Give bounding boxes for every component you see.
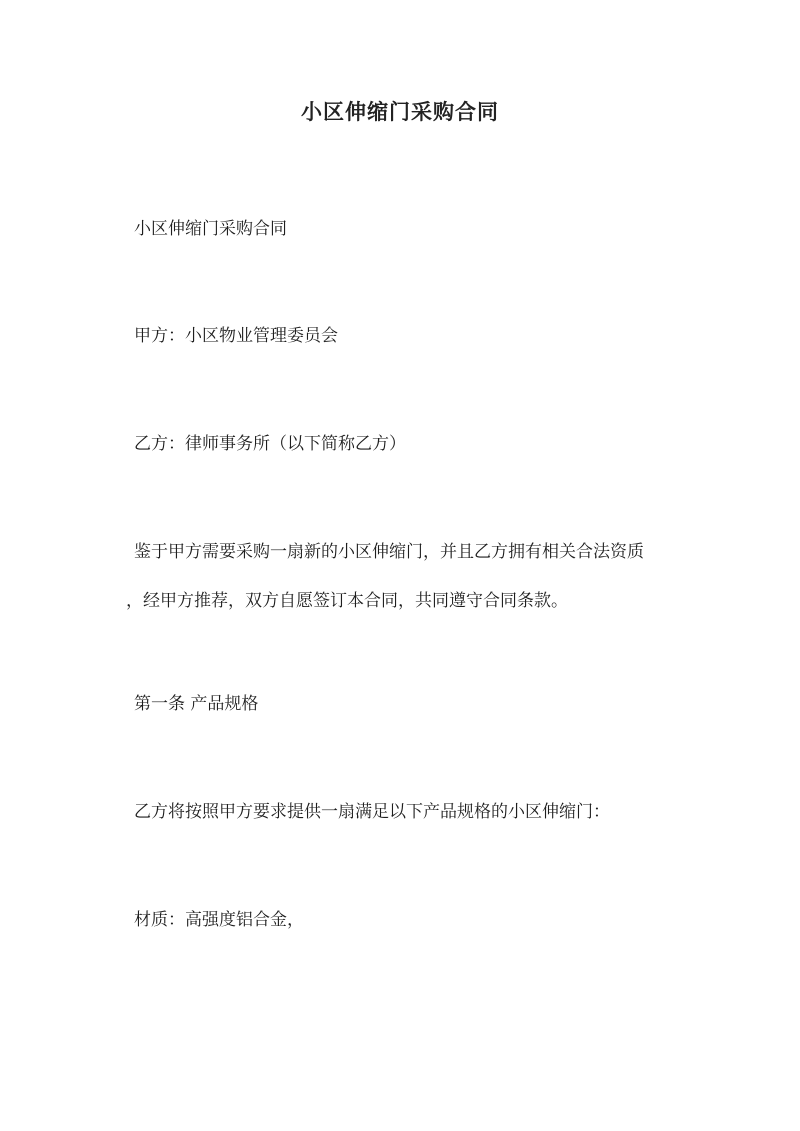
preamble-line-1: 鉴于甲方需要采购一扇新的小区伸缩门，并且乙方拥有相关合法资质 — [134, 542, 644, 562]
contract-subtitle: 小区伸缩门采购合同 — [134, 219, 287, 239]
party-b: 乙方：律师事务所（以下简称乙方） — [134, 434, 406, 454]
article-1-intro: 乙方将按照甲方要求提供一扇满足以下产品规格的小区伸缩门： — [134, 802, 610, 822]
party-a: 甲方：小区物业管理委员会 — [134, 326, 338, 346]
document-title: 小区伸缩门采购合同 — [301, 99, 499, 124]
preamble-line-2: ，经甲方推荐，双方自愿签订本合同，共同遵守合同条款。 — [126, 591, 568, 611]
material-spec: 材质：高强度铝合金， — [134, 910, 304, 930]
article-1-heading: 第一条 产品规格 — [134, 694, 259, 714]
